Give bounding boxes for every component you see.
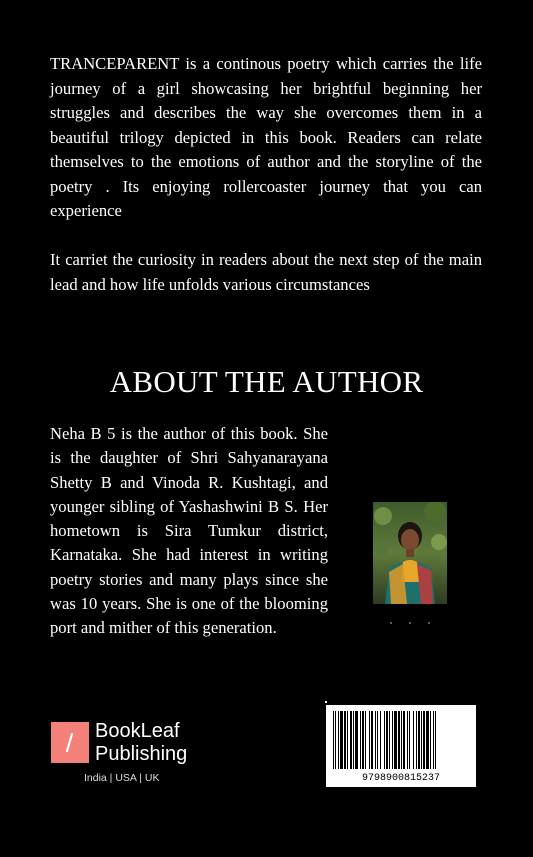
barcode-bar [360,711,361,769]
barcode-bar [338,711,339,769]
isbn-barcode [326,705,476,787]
blurb-paragraph-2: It carriet the curiosity in readers about the next step of the main lead and how life unfolds various circumstances [50,250,482,294]
publisher-name-line1: BookLeaf [95,720,180,742]
barcode-bar [418,711,420,769]
barcode-bar [394,711,397,769]
corner-mark [325,701,327,703]
barcode-bar [426,711,429,769]
bookleaf-logo [51,722,89,763]
barcode-bar [398,711,400,769]
dot [390,622,392,624]
barcode-bar [353,711,354,769]
barcode-bar [409,711,410,769]
publisher-name [95,720,187,766]
barcode-bar [365,711,366,769]
barcode-bar [371,711,373,769]
publisher-name-line2: Publishing [95,743,188,765]
barcode-bar [430,711,431,769]
barcode-bar [375,711,376,769]
author-bio: Neha B 5 is the author of this book. She is the daughter of Shri Sahyanarayana Shetty B and Vinoda R. Kushtagi, and younger sibling of Yashashwini B S. Her hometown is Sira Tumkur district, Karnataka. She had interest in writing poetry stories and many plays since she was 10 years. She is one of the blooming port and mither of this generation. [50,424,328,638]
barcode-bar [335,711,336,769]
barcode-bar [401,711,402,769]
author-portrait-image [373,502,447,604]
barcode-bar [344,711,346,769]
barcode-bar [369,711,370,769]
barcode-bar [386,711,388,769]
barcode-bar [347,711,348,769]
barcode-bar [435,711,436,769]
dot [428,622,430,624]
barcode-bars [326,705,476,773]
barcode-bar [384,711,385,769]
barcode-bar [423,711,425,769]
barcode-bar [380,711,381,769]
author-photo [373,502,447,604]
barcode-bar [333,711,334,769]
barcode-bar [421,711,422,769]
barcode-bar [350,711,352,769]
photo-dots [390,622,430,624]
barcode-bar [389,711,390,769]
barcode-bar [403,711,405,769]
publisher-regions: India | USA | UK [84,772,160,784]
isbn-number: 9798900815237 [361,773,440,784]
barcode-bar [413,711,414,769]
barcode-bar [377,711,378,769]
barcode-bar [407,711,408,769]
barcode-bar [340,711,343,769]
barcode-bar [355,711,358,769]
slash-logo-icon [51,722,89,763]
blurb-paragraph-1: TRANCEPARENT is a continous poetry which carries the life journey of a girl showcasing her brightful beginning her struggles and describes the way she overcomes them in a beautiful trilogy depicted in this book. Readers can relate themselves to the emotions of author and the storyline of the poetry . Its enjoying rollercoaster journey that you can experience [50,54,482,220]
barcode-bar [392,711,393,769]
barcode-bar [416,711,417,769]
barcode-bar [433,711,434,769]
barcode-bar [362,711,364,769]
about-author-heading: ABOUT THE AUTHOR [109,364,424,399]
dot [409,622,411,624]
